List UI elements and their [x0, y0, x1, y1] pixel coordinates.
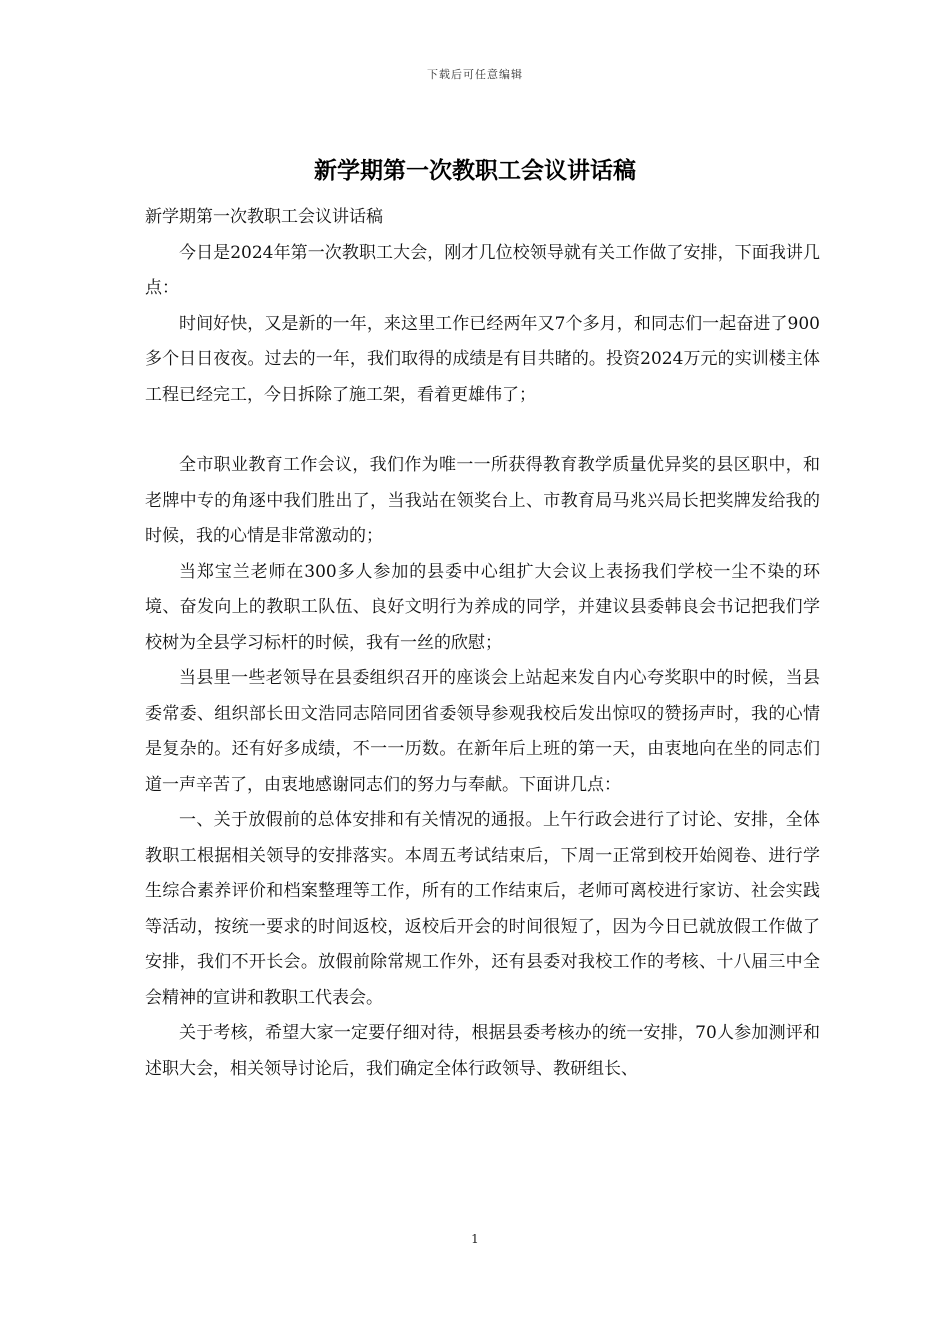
- paragraph: 时间好快，又是新的一年，来这里工作已经两年又7个多月，和同志们一起奋进了900多个日日夜夜。过去的一年，我们取得的成绩是有目共睹的。投资2024万元的实训楼主体工程已经完工，今日拆除了施工架，看着更雄伟了；: [145, 313, 820, 405]
- paragraph: 关于考核，希望大家一定要仔细对待，根据县委考核办的统一安排，70人参加测评和述职大会，相关领导讨论后，我们确定全体行政领导、教研组长、: [145, 1023, 820, 1079]
- paragraph: 全市职业教育工作会议，我们作为唯一一所获得教育教学质量优异奖的县区职中，和老牌中专的角逐中我们胜出了，当我站在领奖台上、市教育局马兆兴局长把奖牌发给我的时候，我的心情是非常激动的；: [145, 455, 820, 546]
- page-number: 1: [471, 1232, 479, 1246]
- paragraph: 当县里一些老领导在县委组织召开的座谈会上站起来发自内心夸奖职中的时候，当县委常委、组织部长田文浩同志陪同团省委领导参观我校后发出惊叹的赞扬声时，我的心情是复杂的。还有好多成绩，不一一历数。在新年后上班的第一天，由衷地向在坐的同志们道一声辛苦了，由衷地感谢同志们的努力与奉献。下面讲几点：: [145, 668, 820, 795]
- paragraph-subtitle: 新学期第一次教职工会议讲话稿: [145, 207, 383, 227]
- page-header-note: 下载后可任意编辑: [427, 68, 523, 81]
- document-title: 新学期第一次教职工会议讲话稿: [314, 157, 636, 184]
- document-body: [145, 200, 820, 1087]
- paragraph: 当郑宝兰老师在300多人参加的县委中心组扩大会议上表扬我们学校一尘不染的环境、奋发向上的教职工队伍、良好文明行为养成的同学，并建议县委韩良会书记把我们学校树为全县学习标杆的时候，我有一丝的欣慰；: [145, 561, 820, 653]
- paragraph: 一、关于放假前的总体安排和有关情况的通报。上午行政会进行了讨论、安排，全体教职工根据相关领导的安排落实。本周五考试结束后，下周一正常到校开始阅卷、进行学生综合素养评价和档案整理等工作，所有的工作结束后，老师可离校进行家访、社会实践等活动，按统一要求的时间返校，返校后开会的时间很短了，因为今日已就放假工作做了安排，我们不开长会。放假前除常规工作外，还有县委对我校工作的考核、十八届三中全会精神的宣讲和教职工代表会。: [145, 810, 820, 1008]
- paragraph: 今日是2024年第一次教职工大会，刚才几位校领导就有关工作做了安排，下面我讲几点：: [145, 242, 820, 298]
